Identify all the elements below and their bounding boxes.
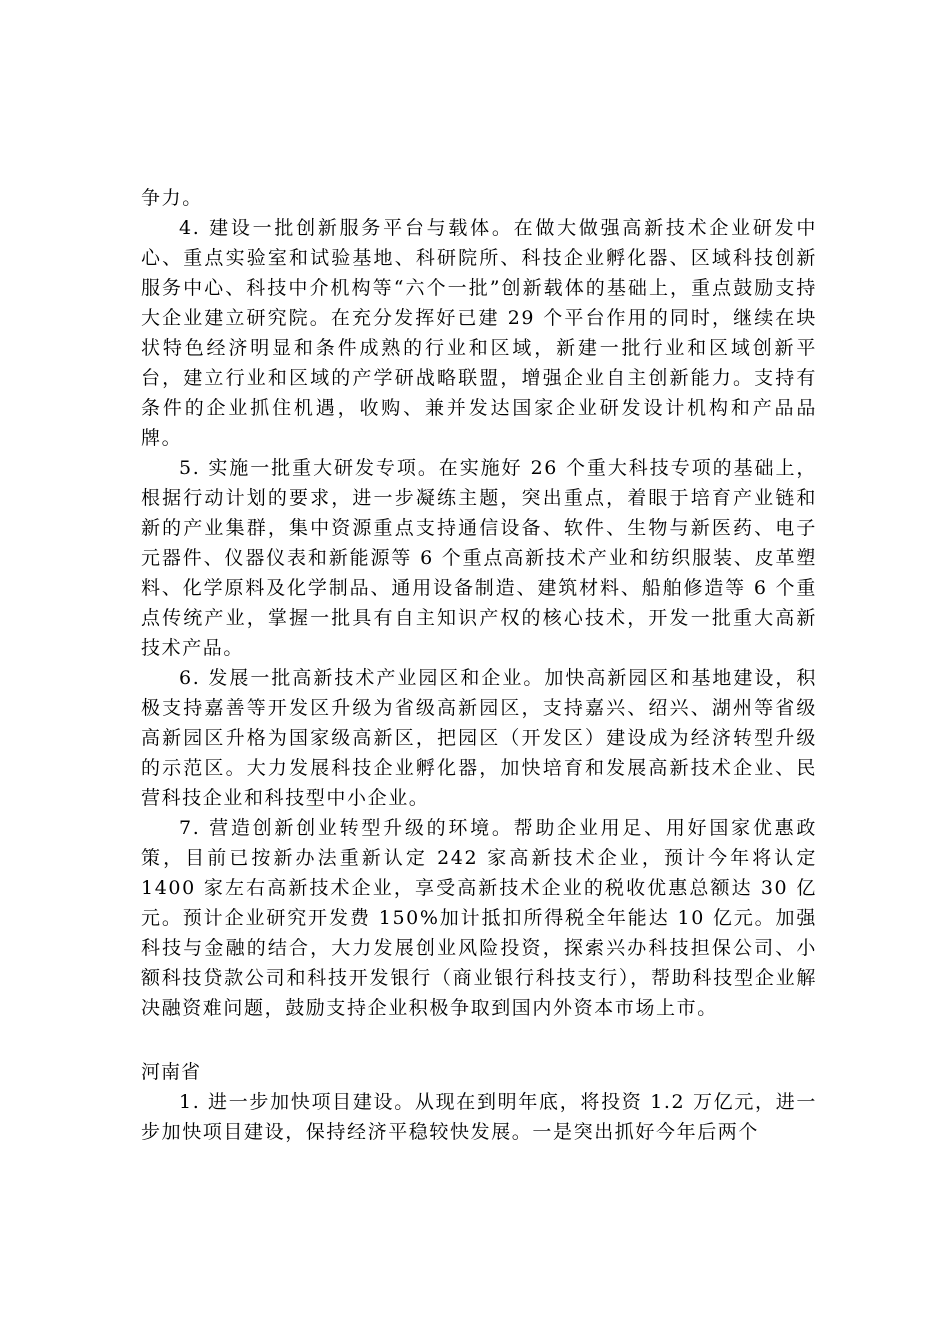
section-heading: 河南省 xyxy=(141,1061,202,1083)
section-spacer xyxy=(141,1023,817,1057)
paragraph-item-5: 5. 实施一批重大研发专项。在实施好 26 个重大科技专项的基础上，根据行动计划的要求，进一步凝练主题，突出重点，着眼于培育产业链和新的产业集群，集中资源重点支持通信设备、软件、生物与新医药、电子元器件、仪器仪表和新能源等 6 个重点高新技术产业和纺织服装、皮革塑料、化学原料及化学制品、通用设备制造、建筑材料、船舶修造等 6 个重点传统产业，掌握一批具有自主知识产权的核心技术，开发一批重大高新技术产品。 xyxy=(141,457,817,659)
document-body xyxy=(141,183,817,1147)
paragraph-continuation: 争力。 xyxy=(141,187,203,209)
paragraph-item-6: 6. 发展一批高新技术产业园区和企业。加快高新园区和基地建设，积极支持嘉善等开发区升级为省级高新园区，支持嘉兴、绍兴、湖州等省级高新园区升格为国家级高新区，把园区（开发区）建设成为经济转型升级的示范区。大力发展科技企业孵化器，加快培育和发展高新技术企业、民营科技企业和科技型中小企业。 xyxy=(141,667,817,809)
paragraph-item-4: 4. 建设一批创新服务平台与载体。在做大做强高新技术企业研发中心、重点实验室和试验基地、科研院所、科技企业孵化器、区域科技创新服务中心、科技中介机构等“六个一批”创新载体的基础上，重点鼓励支持大企业建立研究院。在充分发挥好已建 29 个平台作用的同时，继续在块状特色经济明显和条件成熟的行业和区域，新建一批行业和区域创新平台，建立行业和区域的产学研战略联盟，增强企业自主创新能力。支持有条件的企业抓住机遇，收购、兼并发达国家企业研发设计机构和产品品牌。 xyxy=(141,217,817,449)
paragraph-item-7: 7. 营造创新创业转型升级的环境。帮助企业用足、用好国家优惠政策，目前已按新办法重新认定 242 家高新技术企业，预计今年将认定 1400 家左右高新技术企业，享受高新技术企业的税收优惠总额达 30 亿元。预计企业研究开发费 150%加计抵扣所得税全年能达 10 亿元。加强科技与金融的结合，大力发展创业风险投资，探索兴办科技担保公司、小额科技贷款公司和科技开发银行（商业银行科技支行），帮助科技型企业解决融资难问题，鼓励支持企业积极争取到国内外资本市场上市。 xyxy=(141,817,817,1019)
paragraph-henan-item-1: 1. 进一步加快项目建设。从现在到明年底，将投资 1.2 万亿元，进一步加快项目建设，保持经济平稳较快发展。一是突出抓好今年后两个 xyxy=(141,1091,817,1143)
